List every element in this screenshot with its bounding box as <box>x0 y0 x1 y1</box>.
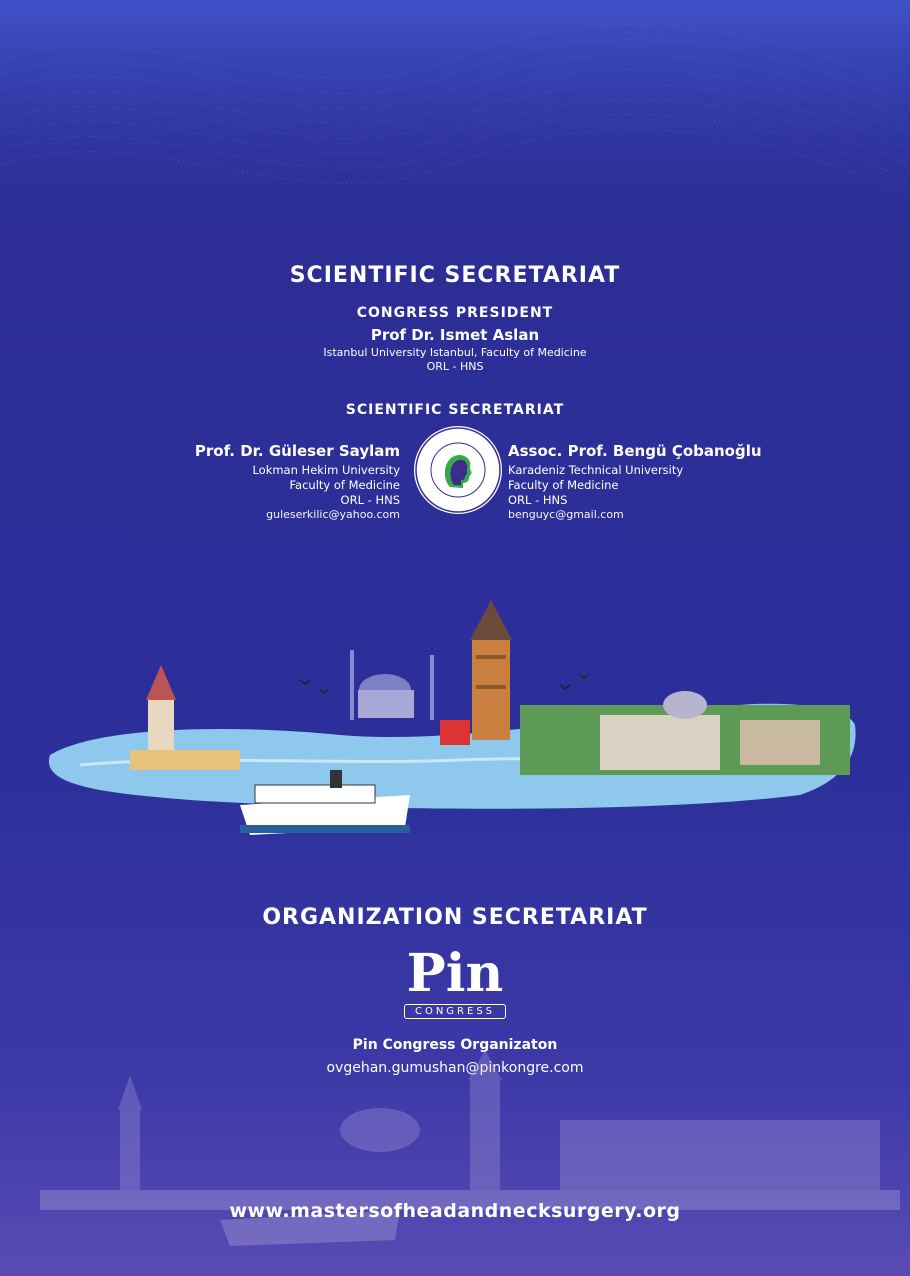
right-person-name: Assoc. Prof. Bengü Çobanoğlu <box>508 442 762 460</box>
president-affiliation: Istanbul University Istanbul, Faculty of Medicine <box>323 346 587 359</box>
website-url[interactable]: www.mastersofheadandnecksurgery.org <box>229 1200 681 1222</box>
left-person-university: Lokman Hekim University <box>252 463 400 477</box>
organization-name: Pin Congress Organizaton <box>352 1037 558 1053</box>
istanbul-skyline-illustration <box>40 595 870 865</box>
left-person-card <box>140 442 400 522</box>
right-person-faculty: Faculty of Medicine <box>508 478 619 492</box>
president-name: Prof Dr. Ismet Aslan <box>370 326 540 344</box>
pin-logo-main: Pin <box>406 943 504 1004</box>
pin-logo-sub: CONGRESS <box>404 1004 506 1019</box>
society-seal-logo <box>413 425 503 515</box>
organization-secretariat-title: ORGANIZATION SECRETARIAT <box>262 905 648 930</box>
right-person-dept: ORL - HNS <box>508 493 568 507</box>
right-person-university: Karadeniz Technical University <box>508 463 684 477</box>
president-dept: ORL - HNS <box>426 360 484 373</box>
pin-congress-logo <box>400 943 510 1026</box>
right-person-card <box>508 442 808 522</box>
left-person-faculty: Faculty of Medicine <box>289 478 400 492</box>
scientific-secretariat-title: SCIENTIFIC SECRETARIAT <box>289 263 621 288</box>
organization-email[interactable]: ovgehan.gumushan@pinkongre.com <box>326 1060 584 1076</box>
president-affiliation-block <box>0 346 910 374</box>
left-person-email[interactable]: guleserkilic@yahoo.com <box>266 508 400 521</box>
scientific-secretariat-subtitle: SCIENTIFIC SECRETARIAT <box>345 402 565 418</box>
left-person-name: Prof. Dr. Güleser Saylam <box>194 442 400 460</box>
right-person-email[interactable]: benguyc@gmail.com <box>508 508 624 521</box>
congress-president-label: CONGRESS PRESIDENT <box>356 305 554 321</box>
left-person-dept: ORL - HNS <box>340 493 400 507</box>
wave-background <box>0 0 910 270</box>
